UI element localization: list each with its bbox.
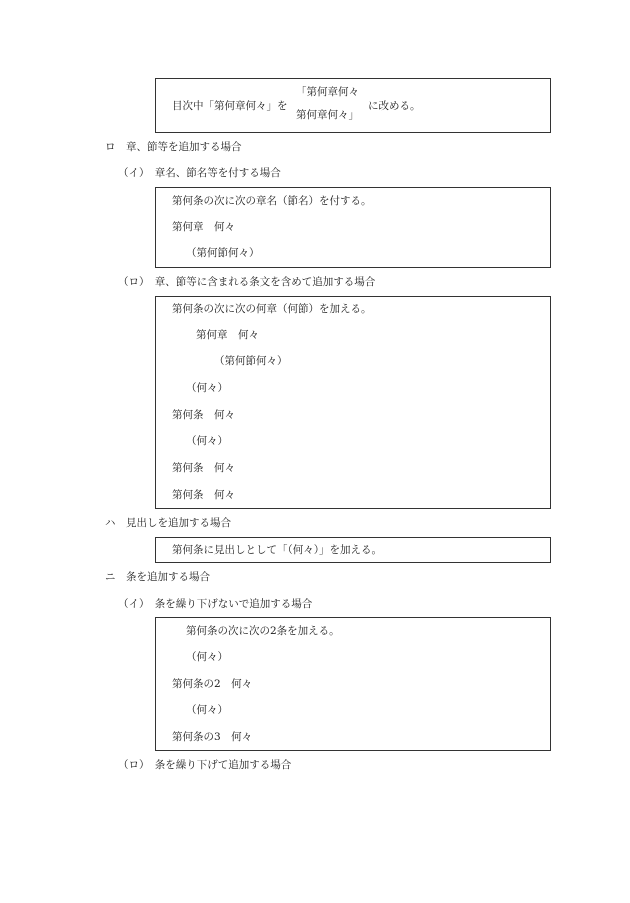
box-line: 第何条の2 何々 <box>172 678 253 690</box>
box-line: （第何節何々） <box>214 355 288 367</box>
box-line: 第何条に見出しとして「（何々）」を加える。 <box>172 544 382 556</box>
box-line: 第何条 何々 <box>172 489 235 501</box>
box-line: 第何条 何々 <box>172 462 235 474</box>
section-ha-heading: ハ 見出しを追加する場合 <box>105 517 231 529</box>
toc-prefix: 目次中「第何章何々」を <box>172 100 288 112</box>
box-line: （何々） <box>186 382 228 394</box>
box-line: 第何章 何々 <box>196 329 259 341</box>
section-ni-sub-ro-heading: （ロ） 条を繰り下げて追加する場合 <box>118 759 292 771</box>
box-line: 第何章 何々 <box>172 221 235 233</box>
box-line: （何々） <box>186 435 228 447</box>
toc-suffix: に改める。 <box>368 100 421 112</box>
box-line: （何々） <box>186 651 228 663</box>
box-line: 第何条の次に次の何章（何節）を加える。 <box>172 303 372 315</box>
box-line: 第何条の次に次の2条を加える。 <box>186 625 340 637</box>
section-ro-heading: ロ 章、節等を追加する場合 <box>105 141 242 153</box>
box-line: 第何条の次に次の章名（節名）を付する。 <box>172 195 372 207</box>
toc-new-top: 「第何章何々 <box>296 86 359 98</box>
box-line: 第何条 何々 <box>172 409 235 421</box>
box-line: （第何節何々） <box>186 247 260 259</box>
section-ro-sub-ro-heading: （ロ） 章、節等に含まれる条文を含めて追加する場合 <box>118 276 376 288</box>
section-ro-sub-i-heading: （イ） 章名、節名等を付する場合 <box>118 167 281 179</box>
section-ni-heading: ニ 条を追加する場合 <box>105 571 210 583</box>
section-ni-sub-i-heading: （イ） 条を繰り下げないで追加する場合 <box>118 598 313 610</box>
box-line: 第何条の3 何々 <box>172 731 253 743</box>
toc-new-bottom: 第何章何々」 <box>296 109 359 121</box>
box-line: （何々） <box>186 704 228 716</box>
